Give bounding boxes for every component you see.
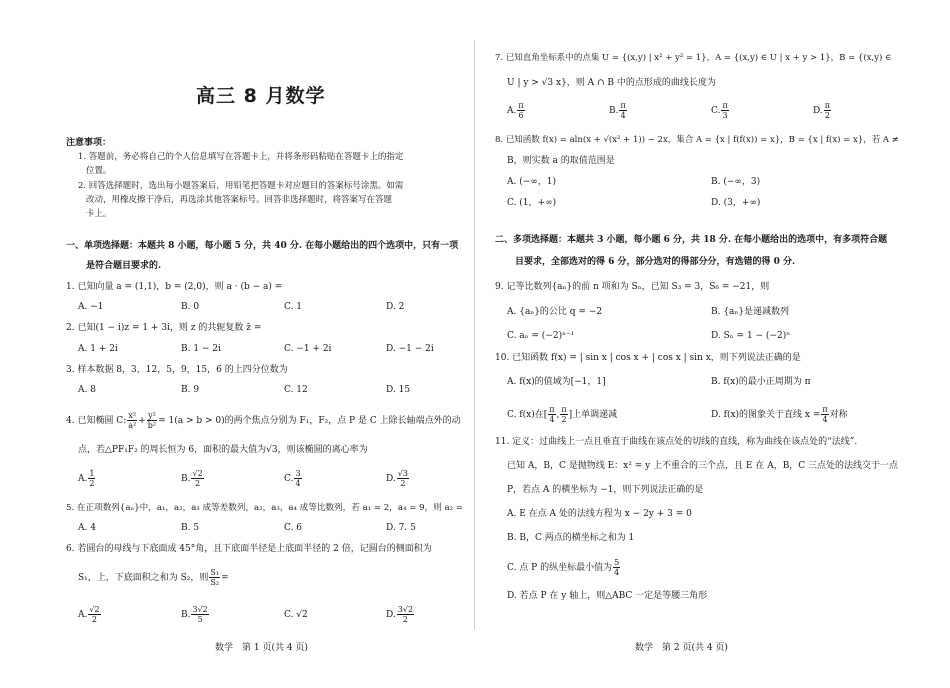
q3-option-a: A. 8	[78, 385, 96, 395]
q10-option-d: D. f(x)的图象关于直线 x = $\frac{\pi}{4}$ 对称	[711, 405, 848, 424]
question-10-stem: 10. 已知函数 f(x) = | sin x | cos x + | cos x | sin x，则下列说法正确的是	[495, 353, 801, 363]
q10-option-a: A. f(x)的值域为[−1，1]	[507, 377, 606, 387]
q5-option-b: B. 5	[181, 523, 200, 533]
q10-option-c: C. f(x)在[ $\frac{\pi}{4}$ , $\frac{\pi}{2}$ ]上单调递减	[507, 405, 618, 424]
exam-page-2	[475, 0, 950, 688]
question-1-stem: 1. 已知向量 a = (1,1)，b = (2,0)，则 a · (b − a) =	[66, 282, 283, 292]
notice-line: 改动，用橡皮擦干净后，再选涂其他答案标号。回答非选择题时，将答案写在答题	[86, 195, 393, 205]
q2-option-d: D. −1 − 2i	[386, 344, 434, 354]
page-footer: 数学 第 1 页(共 4 页)	[215, 643, 308, 653]
q8-option-a: A. (−∞，1)	[507, 177, 557, 187]
q5-option-a: A. 4	[78, 523, 96, 533]
question-7-stem: 7. 已知直角坐标系中的点集 U = {(x,y) | x² + y² = 1}，A = {(x,y) ∈ U | x + y > 1}，B = {(x,y) ∈	[495, 53, 892, 63]
question-2-stem: 2. 已知(1 − i)z = 1 + 3i，则 z 的共轭复数 z̄ =	[66, 323, 262, 333]
notice-line: 位置。	[86, 166, 112, 176]
notice-heading: 注意事项：	[66, 138, 112, 148]
q6-option-c: C. √2	[284, 610, 308, 620]
q7-option-d: D. $\frac{\pi}{2}$	[813, 101, 831, 120]
q11-option-a: A. E 在点 A 处的法线方程为 x − 2y + 3 = 0	[507, 509, 692, 519]
q6-option-d: D. $\frac{3√2}{2}$	[386, 605, 414, 624]
page-title: 高三 8 月数学	[196, 85, 326, 107]
q8-option-d: D. (3，+∞)	[711, 198, 761, 208]
q1-option-d: D. 2	[386, 302, 405, 312]
notice-line: 2. 回答选择题时，选出每小题答案后，用铅笔把答题卡对应题目的答案标号涂黑。如需	[78, 181, 404, 191]
q1-option-b: B. 0	[181, 302, 200, 312]
q3-option-c: C. 12	[284, 385, 308, 395]
question-7-stem-cont: U | y > √3 x}，则 A ∩ B 中的点形成的曲线长度为	[507, 78, 716, 88]
q5-option-c: C. 6	[284, 523, 303, 533]
section-heading: 一、单项选择题：本题共 8 小题，每小题 5 分，共 40 分. 在每小题给出的四个选项中，只有一项	[66, 241, 459, 251]
question-11-stem-cont: P，若点 A 的横坐标为 −1，则下列说法正确的是	[507, 485, 704, 495]
question-11-stem-cont: 已知 A，B，C 是抛物线 E：x² = y 上不重合的三个点，且 E 在 A，B，C 三点处的法线交于一点	[507, 461, 899, 471]
q7-option-c: C. $\frac{\pi}{3}$	[711, 101, 728, 120]
q11-option-d: D. 若点 P 在 y 轴上，则△ABC 一定是等腰三角形	[507, 591, 708, 601]
q2-option-c: C. −1 + 2i	[284, 344, 332, 354]
q1-option-a: A. −1	[78, 302, 104, 312]
q3-option-b: B. 9	[181, 385, 200, 395]
question-3-stem: 3. 样本数据 8，3，12，5，9，15，6 的上四分位数为	[66, 365, 288, 375]
question-4-stem: 4. 已知椭圆 C: $\frac{\text{x²}}{\text{a²}}$ + $\frac{\text{y²}}{\text{b²}}$ = 1(a > b > 0)的两个焦点分别为 F₁，F₂，点 P 是 C 上除长轴端点外的动	[66, 411, 461, 430]
q6-option-b: B. $\frac{3√2}{5}$	[181, 605, 208, 624]
q9-option-b: B. {aₙ}是递减数列	[711, 307, 790, 317]
q11-option-b: B. B，C 两点的横坐标之和为 1	[507, 533, 635, 543]
section-heading: 是符合题目要求的.	[86, 261, 162, 271]
q4-option-d: D. $\frac{√3}{2}$	[386, 469, 408, 488]
q10-option-b: B. f(x)的最小正周期为 π	[711, 377, 811, 387]
question-9-stem: 9. 记等比数列{aₙ}的前 n 项和为 Sₙ，已知 S₃ = 3，S₆ = −21，则	[495, 282, 770, 292]
q2-option-b: B. 1 − 2i	[181, 344, 221, 354]
section-heading: 二、多项选择题：本题共 3 小题，每小题 6 分，共 18 分. 在每小题给出的选项中，有多项符合题	[495, 235, 888, 245]
question-4-stem-cont: 点，若△PF₁F₂ 的周长恒为 6，面积的最大值为√3，则该椭圆的离心率为	[78, 445, 368, 455]
section-heading: 目要求，全部选对的得 6 分，部分选对的得部分分，有选错的得 0 分.	[515, 257, 796, 267]
notice-line: 1. 答题前，务必将自己的个人信息填写在答题卡上，并将条形码粘贴在答题卡上的指定	[78, 152, 404, 162]
question-6-stem-cont: S₁，上，下底面积之和为 S₂，则 $\frac{\text{S₁}}{\text{S₂}}$ =	[78, 568, 229, 587]
q9-option-d: D. Sₙ = 1 − (−2)ⁿ	[711, 331, 791, 341]
q4-option-a: A. $\frac{1}{2}$	[78, 469, 95, 488]
q7-option-b: B. $\frac{\pi}{4}$	[609, 101, 626, 120]
q8-option-b: B. (−∞，3)	[711, 177, 761, 187]
q7-option-a: A. $\frac{\pi}{6}$	[507, 101, 524, 120]
q8-option-c: C. (1，+∞)	[507, 198, 557, 208]
q11-option-c: C. 点 P 的纵坐标最小值为 $\frac{5}{4}$	[507, 558, 620, 577]
q5-option-d: D. 7. 5	[386, 523, 416, 533]
q4-option-b: B. $\frac{√2}{2}$	[181, 469, 203, 488]
q3-option-d: D. 15	[386, 385, 411, 395]
q2-option-a: A. 1 + 2i	[78, 344, 118, 354]
question-6-stem: 6. 若圆台的母线与下底面成 45°角，且下底面半径是上底面半径的 2 倍，记圆台的侧面积为	[66, 544, 432, 554]
question-8-stem-cont: B，则实数 a 的取值范围是	[507, 156, 615, 166]
page-footer: 数学 第 2 页(共 4 页)	[635, 643, 728, 653]
notice-line: 卡上。	[86, 209, 112, 219]
question-5-stem: 5. 在正项数列{aₙ}中，a₁，a₂，a₃ 成等差数列，a₂，a₃，a₄ 成等比数列，若 a₁ = 2，a₄ = 9，则 a₂ =	[66, 503, 463, 513]
q1-option-c: C. 1	[284, 302, 303, 312]
q6-option-a: A. $\frac{√2}{2}$	[78, 605, 100, 624]
question-11-stem: 11. 定义：过曲线上一点且垂直于曲线在该点处的切线的直线，称为曲线在该点处的“法线”.	[495, 437, 858, 447]
q9-option-a: A. {aₙ}的公比 q = −2	[507, 307, 603, 317]
q9-option-c: C. aₙ = (−2)ⁿ⁻¹	[507, 331, 575, 341]
q4-option-c: C. $\frac{3}{4}$	[284, 469, 301, 488]
question-8-stem: 8. 已知函数 f(x) = aln(x + √(x² + 1)) − 2x，集合 A = {x | f(f(x)) = x}，B = {x | f(x) = x}，若 A ≠	[495, 135, 899, 145]
